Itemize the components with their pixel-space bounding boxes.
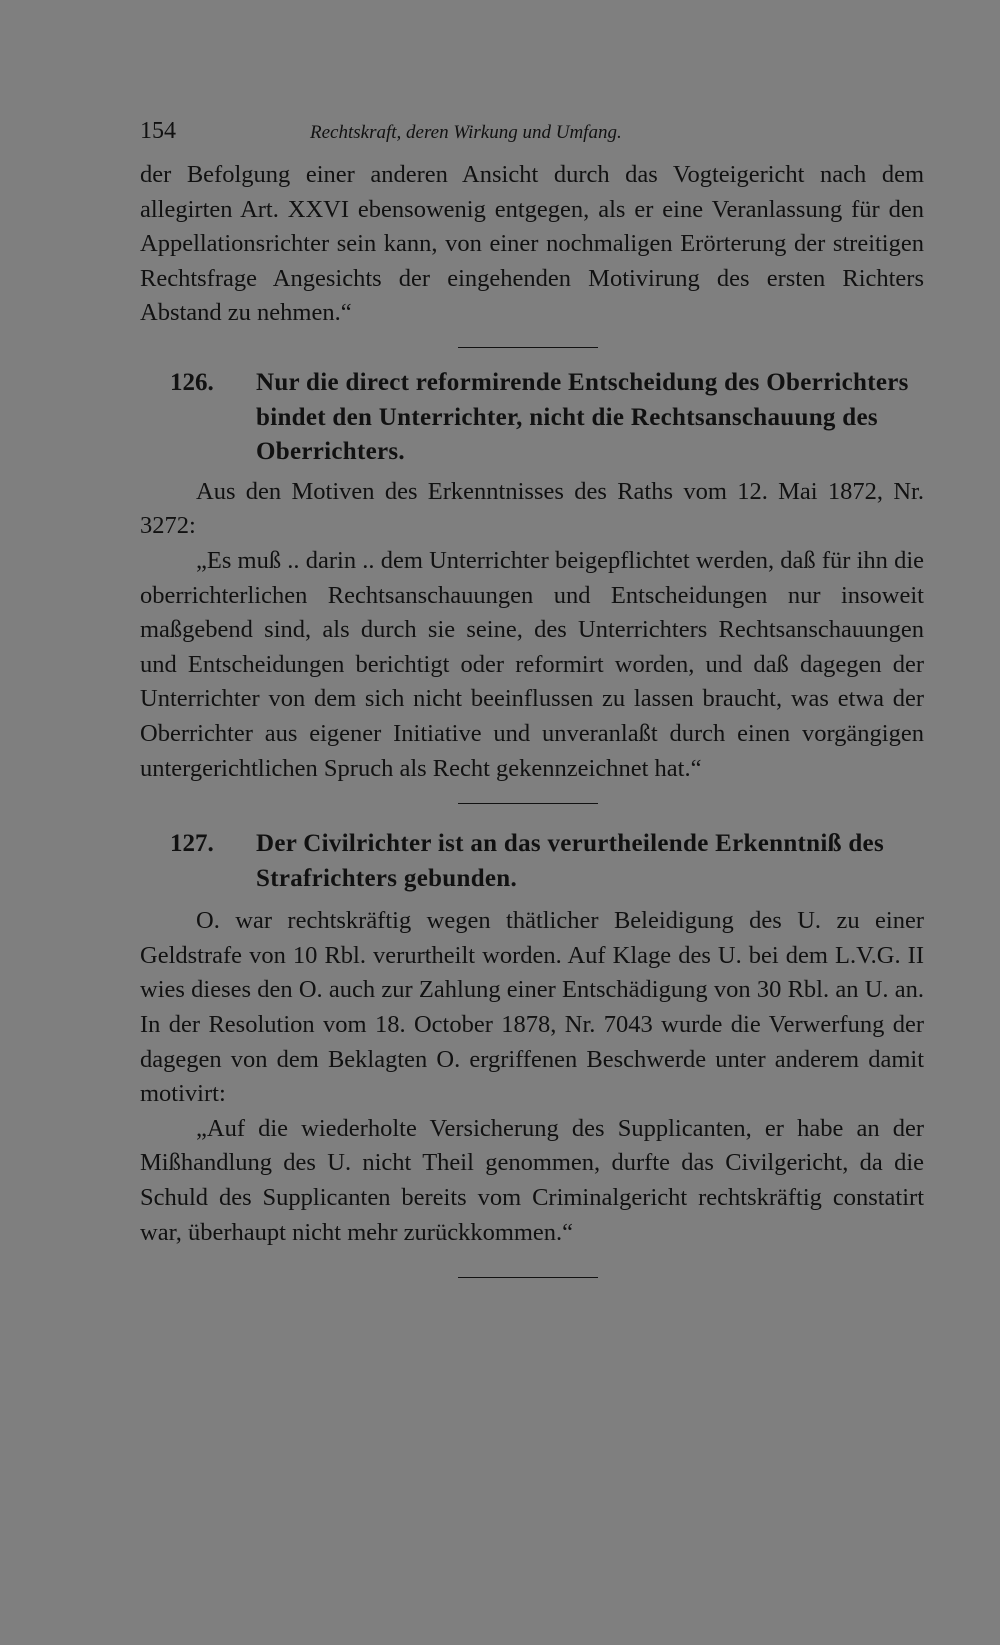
page-number: 154 xyxy=(140,118,176,144)
section-divider xyxy=(458,803,598,804)
running-title: Rechtskraft, deren Wirkung und Umfang. xyxy=(310,122,622,143)
section-127-heading xyxy=(140,827,924,896)
section-divider xyxy=(458,1277,598,1278)
body-paragraph: O. war rechtskräftig wegen thätlicher Beleidigung des U. zu einer Geldstrafe von 10 Rbl. verurtheilt worden. Auf Klage des U. bei dem L.V.G. II wies dieses den O. auch zur Zahlung einer Entschädigung von 30 Rbl. an U. an. In der Resolution vom 18. October 1878, Nr. 7043 wurde die Verwerfung der dagegen von dem Beklagten O. ergriffenen Beschwerde unter anderem damit motivirt: xyxy=(140,907,924,1108)
section-title: Nur die direct reformirende Entscheidung des Oberrichters bindet den Unterrichter, nicht die Rechtsanschauung des Oberrichters. xyxy=(256,368,909,466)
quote-paragraph: „Auf die wiederholte Versicherung des Supplicanten, er habe an der Mißhandlung des U. nicht Theil genommen, durfte das Civilgericht, da die Schuld des Supplicanten bereits vom Criminalgericht rechtskräftig constatirt war, überhaupt nicht mehr zurückkommen.“ xyxy=(140,1114,924,1246)
section-number: 126. xyxy=(170,368,214,396)
section-number: 127. xyxy=(170,830,214,858)
source-paragraph: Aus den Motiven des Erkenntnisses des Raths vom 12. Mai 1872, Nr. 3272: xyxy=(140,477,924,540)
book-page xyxy=(140,118,924,1278)
page-header xyxy=(140,118,924,158)
section-title: Der Civilrichter ist an das verurtheilende Erkenntniß des Strafrichters gebunden. xyxy=(256,830,884,892)
quote-paragraph: „Es muß .. darin .. dem Unterrichter beigepflichtet werden, daß für ihn die oberrichterlichen Rechtsanschauungen und Entscheidungen nur insoweit maßgebend sind, als durch sie seine, des Unterrichters Rechtsanschauungen und Entscheidungen berichtigt oder reformirt worden, und daß dagegen der Unterrichter von dem sich nicht beeinflussen zu lassen braucht, was etwa der Oberrichter aus eigener Initiative und unveranlaßt durch einen vorgängigen untergerichtlichen Spruch als Recht gekennzeichnet hat.“ xyxy=(140,546,924,782)
section-divider xyxy=(458,347,598,348)
opening-paragraph: der Befolgung einer anderen Ansicht durch das Vogteigericht nach dem allegirten Art. XXVI ebensowenig entgegen, als er eine Veranlassung für den Appellationsrichter sein kann, von einer nochmaligen Erörterung der streitigen Rechtsfrage Angesichts der eingehenden Motivirung des ersten Richters Abstand zu nehmen.“ xyxy=(140,161,924,327)
section-126-heading xyxy=(140,366,924,470)
